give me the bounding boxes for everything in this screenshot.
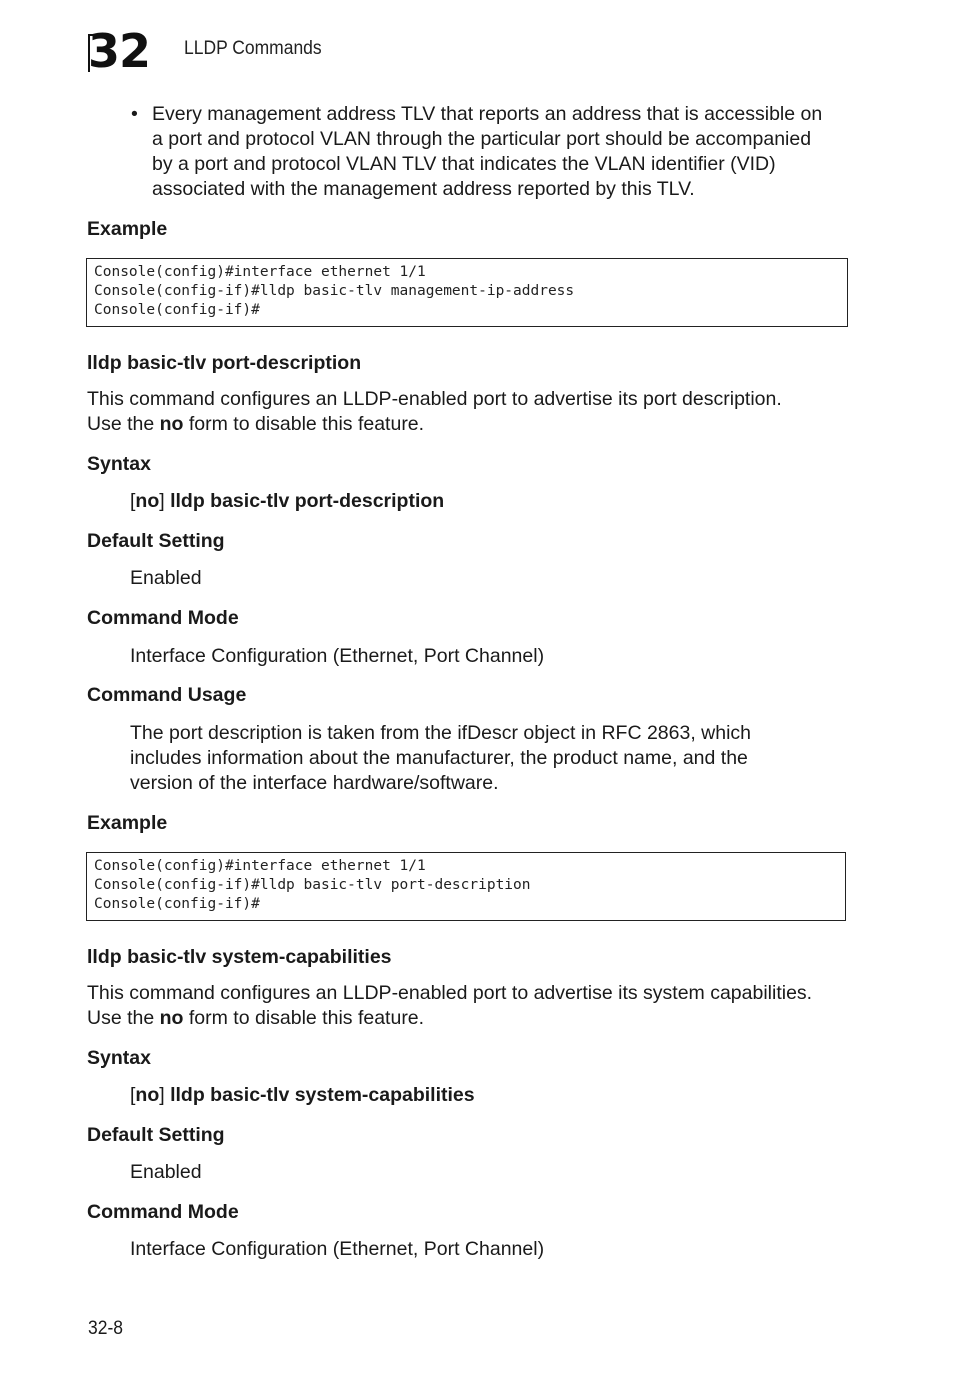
description-text: Use the <box>87 1007 160 1029</box>
example-heading: Example <box>87 218 168 240</box>
description-text: Use the <box>87 413 160 435</box>
bullet-line: a port and protocol VLAN through the particular port should be accompanied <box>152 128 812 150</box>
description-text: form to disable this feature. <box>183 1007 425 1029</box>
description-line <box>87 412 887 437</box>
description-text: form to disable this feature. <box>183 413 425 435</box>
syntax-command: lldp basic-tlv port-description <box>170 490 445 512</box>
code-line: Console(config-if)# <box>94 302 260 318</box>
mode-value: Interface Configuration (Ethernet, Port Channel) <box>130 1238 545 1260</box>
code-line: Console(config-if)# <box>94 896 260 912</box>
syntax-bracket: [ <box>130 490 136 512</box>
chapter-title: LLDP Commands <box>184 38 322 59</box>
page-number: 32-8 <box>88 1318 123 1339</box>
syntax-heading: Syntax <box>87 1047 151 1069</box>
no-keyword: no <box>159 413 184 435</box>
syntax-bracket: [ <box>130 1084 136 1106</box>
usage-paragraph <box>130 721 850 796</box>
description-line <box>87 1006 907 1031</box>
syntax-no: no <box>135 490 160 512</box>
usage-line: The port description is taken from the ifDescr object in RFC 2863, which <box>130 722 752 744</box>
mode-value: Interface Configuration (Ethernet, Port Channel) <box>130 645 545 667</box>
syntax-line <box>130 489 444 514</box>
default-heading: Default Setting <box>87 530 225 552</box>
command-title: lldp basic-tlv port-description <box>87 352 362 374</box>
code-line: Console(config-if)#lldp basic-tlv port-description <box>94 877 531 893</box>
bullet-line: associated with the management address reported by this TLV. <box>152 178 695 200</box>
no-keyword: no <box>159 1007 184 1029</box>
syntax-no: no <box>135 1084 160 1106</box>
code-line: Console(config)#interface ethernet 1/1 <box>94 858 426 874</box>
syntax-bracket: ] <box>159 490 171 512</box>
chapter-number: 32 <box>88 24 151 78</box>
bullet-marker: • <box>131 103 138 125</box>
command-description <box>87 981 907 1031</box>
usage-line: includes information about the manufacturer, the product name, and the <box>130 747 748 769</box>
bullet-paragraph <box>152 102 852 202</box>
usage-heading: Command Usage <box>87 684 247 706</box>
description-line: This command configures an LLDP-enabled port to advertise its port description. <box>87 388 782 410</box>
example-heading: Example <box>87 812 168 834</box>
usage-line: version of the interface hardware/software. <box>130 772 499 794</box>
default-value: Enabled <box>130 1161 202 1183</box>
default-heading: Default Setting <box>87 1124 225 1146</box>
code-line: Console(config)#interface ethernet 1/1 <box>94 264 426 280</box>
mode-heading: Command Mode <box>87 1201 239 1223</box>
default-value: Enabled <box>130 567 202 589</box>
command-description <box>87 387 887 437</box>
bullet-line: Every management address TLV that reports an address that is accessible on <box>152 103 823 125</box>
command-title: lldp basic-tlv system-capabilities <box>87 946 392 968</box>
syntax-line <box>130 1083 475 1108</box>
syntax-command: lldp basic-tlv system-capabilities <box>170 1084 475 1106</box>
mode-heading: Command Mode <box>87 607 239 629</box>
syntax-bracket: ] <box>159 1084 171 1106</box>
code-block <box>86 258 848 327</box>
bullet-line: by a port and protocol VLAN TLV that indicates the VLAN identifier (VID) <box>152 153 776 175</box>
description-line: This command configures an LLDP-enabled port to advertise its system capabilities. <box>87 982 813 1004</box>
syntax-heading: Syntax <box>87 453 151 475</box>
code-block <box>86 852 846 921</box>
code-line: Console(config-if)#lldp basic-tlv management-ip-address <box>94 283 575 299</box>
